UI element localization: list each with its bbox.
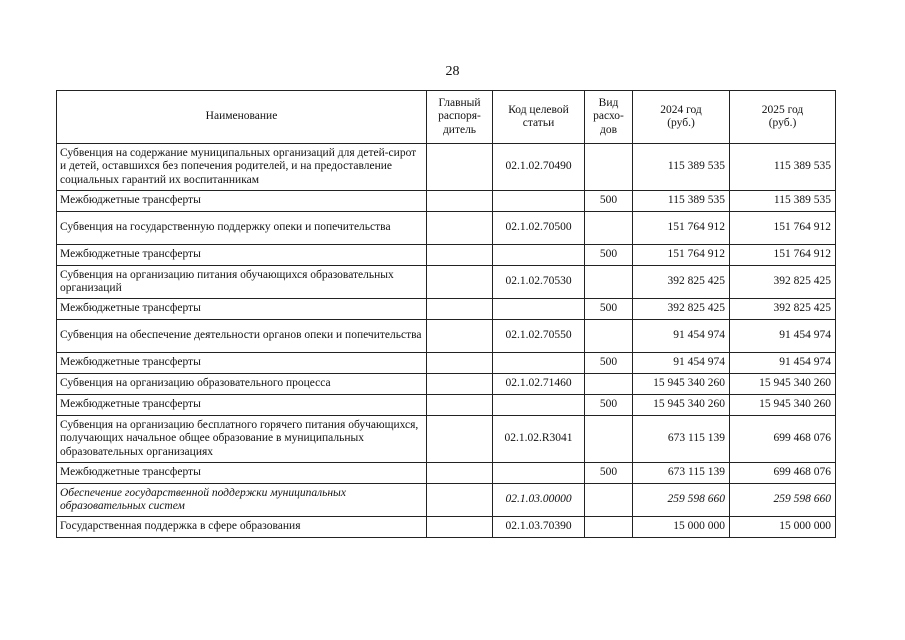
cell-name: Межбюджетные трансферты [57, 463, 427, 484]
cell-2025: 151 764 912 [730, 245, 836, 266]
table-row [57, 374, 836, 395]
cell-2024: 673 115 139 [633, 463, 730, 484]
cell-code [493, 245, 585, 266]
table-row [57, 191, 836, 212]
cell-type [585, 266, 633, 299]
table-row [57, 353, 836, 374]
cell-2025: 15 000 000 [730, 517, 836, 538]
table-row [57, 395, 836, 416]
table-row [57, 517, 836, 538]
cell-type [585, 320, 633, 353]
cell-2024: 151 764 912 [633, 245, 730, 266]
cell-name: Межбюджетные трансферты [57, 395, 427, 416]
cell-2025: 115 389 535 [730, 144, 836, 191]
header-2025: 2025 год (руб.) [730, 91, 836, 144]
cell-type: 500 [585, 353, 633, 374]
cell-name: Межбюджетные трансферты [57, 191, 427, 212]
cell-name: Обеспечение государственной поддержки муниципальных образовательных систем [57, 484, 427, 517]
cell-name: Субвенция на организацию питания обучающихся образовательных организаций [57, 266, 427, 299]
cell-2025: 91 454 974 [730, 353, 836, 374]
cell-admin [427, 353, 493, 374]
cell-code: 02.1.02.70500 [493, 212, 585, 245]
cell-code: 02.1.03.00000 [493, 484, 585, 517]
table-row [57, 245, 836, 266]
cell-admin [427, 374, 493, 395]
cell-2024: 91 454 974 [633, 353, 730, 374]
cell-name: Субвенция на организацию бесплатного горячего питания обучающихся, получающих начальное общее образование в муниципальных образовательных организациях [57, 416, 427, 463]
cell-code: 02.1.02.71460 [493, 374, 585, 395]
cell-admin [427, 484, 493, 517]
cell-2025: 699 468 076 [730, 463, 836, 484]
cell-2024: 15 945 340 260 [633, 374, 730, 395]
cell-admin [427, 320, 493, 353]
header-type: Вид расхо- дов [585, 91, 633, 144]
cell-2025: 151 764 912 [730, 212, 836, 245]
header-admin: Главный распоря- дитель [427, 91, 493, 144]
cell-name: Субвенция на организацию образовательного процесса [57, 374, 427, 395]
cell-2025: 392 825 425 [730, 266, 836, 299]
cell-code [493, 191, 585, 212]
cell-admin [427, 395, 493, 416]
cell-2024: 115 389 535 [633, 144, 730, 191]
cell-type [585, 144, 633, 191]
cell-code: 02.1.02.70550 [493, 320, 585, 353]
table-row [57, 320, 836, 353]
cell-2025: 259 598 660 [730, 484, 836, 517]
cell-name: Субвенция на обеспечение деятельности органов опеки и попечительства [57, 320, 427, 353]
table-row [57, 299, 836, 320]
table-row [57, 144, 836, 191]
table-row [57, 416, 836, 463]
cell-admin [427, 245, 493, 266]
cell-type: 500 [585, 463, 633, 484]
cell-2025: 115 389 535 [730, 191, 836, 212]
page-number: 28 [445, 64, 460, 79]
cell-name: Субвенция на государственную поддержку опеки и попечительства [57, 212, 427, 245]
header-code: Код целевой статьи [493, 91, 585, 144]
cell-code: 02.1.02.R3041 [493, 416, 585, 463]
cell-admin [427, 191, 493, 212]
cell-type [585, 212, 633, 245]
cell-name: Межбюджетные трансферты [57, 245, 427, 266]
cell-2024: 15 945 340 260 [633, 395, 730, 416]
cell-2025: 15 945 340 260 [730, 374, 836, 395]
cell-admin [427, 463, 493, 484]
cell-code [493, 463, 585, 484]
budget-table [56, 90, 836, 538]
table-row [57, 463, 836, 484]
cell-name: Субвенция на содержание муниципальных организаций для детей-сирот и детей, оставшихся без попечения родителей, и на предоставление социальных гарантий их воспитанникам [57, 144, 427, 191]
table-row [57, 484, 836, 517]
cell-name: Межбюджетные трансферты [57, 299, 427, 320]
cell-name: Государственная поддержка в сфере образования [57, 517, 427, 538]
table-row [57, 266, 836, 299]
cell-admin [427, 144, 493, 191]
cell-2025: 15 945 340 260 [730, 395, 836, 416]
header-2024: 2024 год (руб.) [633, 91, 730, 144]
cell-admin [427, 266, 493, 299]
cell-name: Межбюджетные трансферты [57, 353, 427, 374]
cell-admin [427, 416, 493, 463]
cell-admin [427, 299, 493, 320]
cell-type [585, 484, 633, 517]
cell-code: 02.1.02.70490 [493, 144, 585, 191]
cell-type [585, 416, 633, 463]
cell-type: 500 [585, 245, 633, 266]
cell-code [493, 353, 585, 374]
cell-2025: 392 825 425 [730, 299, 836, 320]
cell-2024: 392 825 425 [633, 266, 730, 299]
cell-code [493, 299, 585, 320]
cell-type: 500 [585, 299, 633, 320]
cell-2024: 91 454 974 [633, 320, 730, 353]
cell-admin [427, 517, 493, 538]
cell-2025: 91 454 974 [730, 320, 836, 353]
header-name: Наименование [57, 91, 427, 144]
cell-code: 02.1.02.70530 [493, 266, 585, 299]
cell-2024: 15 000 000 [633, 517, 730, 538]
cell-code [493, 395, 585, 416]
cell-2024: 115 389 535 [633, 191, 730, 212]
cell-2025: 699 468 076 [730, 416, 836, 463]
cell-admin [427, 212, 493, 245]
cell-2024: 151 764 912 [633, 212, 730, 245]
cell-code: 02.1.03.70390 [493, 517, 585, 538]
cell-type [585, 374, 633, 395]
table-header-row [57, 91, 836, 144]
table-row [57, 212, 836, 245]
cell-2024: 673 115 139 [633, 416, 730, 463]
cell-type: 500 [585, 395, 633, 416]
cell-2024: 392 825 425 [633, 299, 730, 320]
cell-type [585, 517, 633, 538]
cell-type: 500 [585, 191, 633, 212]
cell-2024: 259 598 660 [633, 484, 730, 517]
